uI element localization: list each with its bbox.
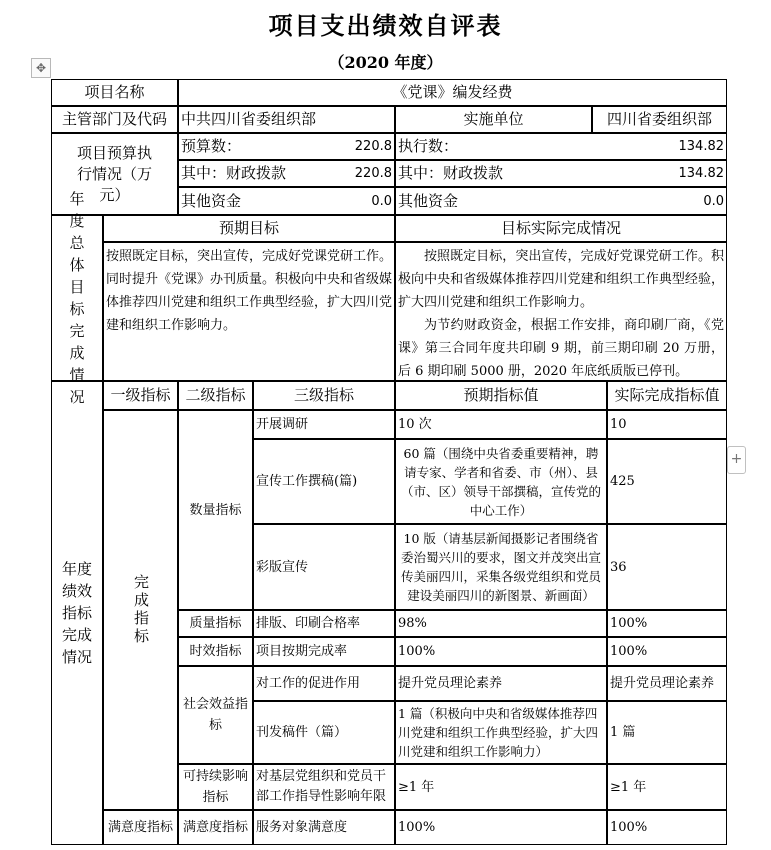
executed-amount-label: 执行数：: [395, 133, 727, 160]
l1-satisfaction: 满意度指标: [103, 810, 178, 845]
actual-row-published: 1 篇: [607, 701, 727, 764]
actual-row-articles: 425: [607, 439, 727, 524]
l2-social: 社会效益指标: [178, 666, 253, 764]
expected-row-articles: 60 篇（围绕中央省委重要精神，聘请专家、学者和省委、市（州）、县（市、区）领导干部撰稿，宣传党的中心工作）: [395, 439, 607, 524]
l3-row-published: 刊发稿件（篇）: [253, 701, 395, 764]
budget-amount-label: 预算数：: [178, 133, 395, 160]
actual-goal-header: 目标实际完成情况: [395, 215, 727, 242]
actual-row-color-pages: 36: [607, 524, 727, 610]
l3-row-articles: 宣传工作撰稿(篇): [253, 439, 395, 524]
actual-row-satisfaction: 100%: [607, 810, 727, 845]
l2-sustain: 可持续影响指标: [178, 764, 253, 810]
project-name-value: 《党课》编发经费: [178, 79, 727, 106]
l2-satisfaction: 满意度指标: [178, 810, 253, 845]
header-actual: 实际完成指标值: [607, 381, 727, 410]
executed-other-label: 其他资金: [395, 187, 727, 215]
expected-goal-header: 预期目标: [103, 215, 395, 242]
expected-row-print-rate: 98%: [395, 610, 607, 637]
expected-row-research: 10 次: [395, 410, 607, 439]
header-l1: 一级指标: [103, 381, 178, 410]
expected-row-color-pages: 10 版（请基层新闻摄影记者围绕省委治蜀兴川的要求，图文并茂突出宣传美丽四川，采集各级党组织和党员建设美丽四川的新图景、新画面）: [395, 524, 607, 610]
l1-complete-indicator: 完成指标: [103, 410, 178, 810]
goals-label: 年度总体目标完成情况: [51, 215, 103, 381]
budget-fiscal-label: 其中：财政拨款: [178, 160, 395, 187]
l3-row-ontime: 项目按期完成率: [253, 637, 395, 666]
budget-other-value: 0.0: [371, 193, 392, 209]
expected-row-ontime: 100%: [395, 637, 607, 666]
expected-row-published: 1 篇（积极向中央和省级媒体推荐四川党建和组织工作典型经验，扩大四川党建和组织工作影响力）: [395, 701, 607, 764]
l2-quantity: 数量指标: [178, 410, 253, 610]
actual-row-print-rate: 100%: [607, 610, 727, 637]
table-move-handle-icon[interactable]: ✥: [31, 58, 51, 78]
actual-row-promotion: 提升党员理论素养: [607, 666, 727, 701]
l3-row-print-rate: 排版、印刷合格率: [253, 610, 395, 637]
l3-row-promotion: 对工作的促进作用: [253, 666, 395, 701]
indicators-label: 年度绩效指标完成情况: [51, 381, 103, 845]
actual-row-research: 10: [607, 410, 727, 439]
header-l3: 三级指标: [253, 381, 395, 410]
document-year: （2020 年度）: [328, 53, 443, 72]
document-title: 项目支出绩效自评表: [268, 11, 503, 40]
l3-row-research: 开展调研: [253, 410, 395, 439]
actual-row-guidance: ≥1 年: [607, 764, 727, 810]
header-l2: 二级指标: [178, 381, 253, 410]
executed-other-value: 0.0: [703, 193, 724, 209]
l2-quality: 质量指标: [178, 610, 253, 637]
budget-fiscal-value: 220.8: [354, 166, 392, 181]
actual-goal-text: 按照既定目标，突出宣传，完成好党课党研工作。积极向中央和省级媒体推荐四川党建和组织工作典型经验，扩大四川党建和组织工作影响力。 为节约财政资金，根据工作安排，商印刷厂商，《党课》第三合同年度共印刷 9 期，前三期印刷 20 万册，后 6 期印刷 5000 册，2020 年底纸质版已停刊。: [395, 242, 727, 381]
expected-row-guidance: ≥1 年: [395, 764, 607, 810]
l3-row-guidance: 对基层党组织和党员干部工作指导性影响年限: [253, 764, 395, 810]
l3-row-satisfaction: 服务对象满意度: [253, 810, 395, 845]
expected-row-satisfaction: 100%: [395, 810, 607, 845]
header-expected: 预期指标值: [395, 381, 607, 410]
impl-value: 四川省委组织部: [592, 106, 727, 133]
budget-amount-value: 220.8: [354, 139, 392, 154]
dept-label: 主管部门及代码: [51, 106, 178, 133]
expected-goal-text: 按照既定目标，突出宣传，完成好党课党研工作。同时提升《党课》办刊质量。积极向中央和省级媒体推荐四川党建和组织工作典型经验，扩大四川党建和组织工作影响力。: [103, 242, 395, 381]
budget-label: 项目预算执行情况（万元）: [51, 133, 178, 215]
executed-fiscal-label: 其中：财政拨款: [395, 160, 727, 187]
budget-other-label: 其他资金: [178, 187, 395, 215]
executed-amount-value: 134.82: [678, 139, 724, 154]
expected-row-promotion: 提升党员理论素养: [395, 666, 607, 701]
actual-row-ontime: 100%: [607, 637, 727, 666]
dept-value: 中共四川省委组织部: [178, 106, 395, 133]
add-row-icon[interactable]: +: [727, 446, 746, 474]
project-name-label: 项目名称: [51, 79, 178, 106]
executed-fiscal-value: 134.82: [678, 166, 724, 181]
l2-timeliness: 时效指标: [178, 637, 253, 666]
l3-row-color-pages: 彩版宣传: [253, 524, 395, 610]
impl-label: 实施单位: [395, 106, 592, 133]
